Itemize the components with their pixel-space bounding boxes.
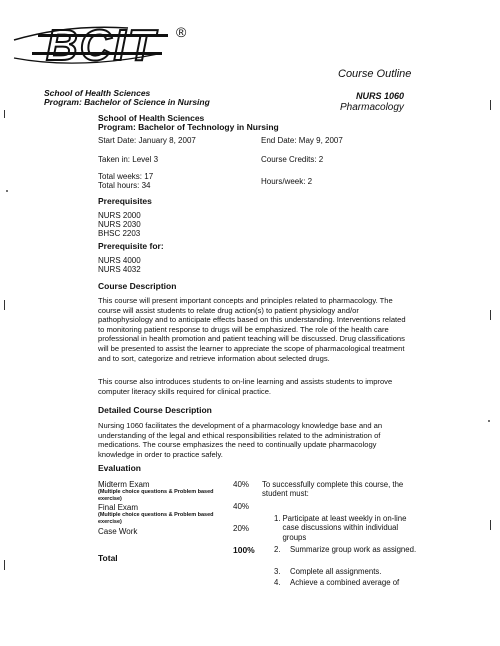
margin-mark (490, 310, 491, 320)
eval-label: Case Work (98, 527, 138, 536)
course-name: Pharmacology (340, 102, 404, 113)
eval-pct: 40% (233, 502, 250, 511)
eval-label: Final Exam (98, 503, 139, 512)
course-code: NURS 1060 (356, 91, 405, 101)
eval-note: (Multiple choice questions & Problem based exercise) (98, 512, 214, 525)
margin-mark (490, 520, 491, 530)
total-hours: Total hours: 34 (98, 181, 151, 190)
end-date: End Date: May 9, 2007 (261, 136, 343, 145)
scan-dot (6, 190, 8, 192)
requirement-number: 3. (274, 567, 281, 576)
eval-pct: 40% (233, 480, 250, 489)
program-header: Program: Bachelor of Science in Nursing (44, 97, 210, 107)
margin-mark (4, 560, 5, 570)
eval-total-label: Total (98, 553, 118, 563)
eval-label: Midterm Exam (98, 480, 150, 489)
start-date: Start Date: January 8, 2007 (98, 136, 196, 145)
prerequisite-item: NURS 2000 (98, 211, 141, 220)
requirements-intro: To successfully complete this course, the student must: (262, 480, 404, 499)
requirement-text: Achieve a combined average of (290, 578, 400, 587)
requirement-item (274, 545, 424, 554)
eval-pct: 20% (233, 524, 250, 533)
requirement-text: Participate at least weekly in on-line case discussions within individual groups (282, 514, 407, 542)
info-program: Program: Bachelor of Technology in Nursing (98, 122, 279, 132)
prerequisite-for-item: NURS 4032 (98, 265, 141, 274)
prerequisite-for-title: Prerequisite for: (98, 241, 164, 251)
prerequisite-item: BHSC 2203 (98, 229, 141, 238)
prerequisite-item: NURS 2030 (98, 220, 141, 229)
course-description-para: This course will present important concepts and principles related to pharmacology. The course will assist students to relate drug action(s) to patient physiology and/or pathophysiology and to anticipate effects based on this understanding. Interventions related to monitoring patient response to drugs will be emphasized. The role of the health care professional in health promotion and patient teaching will be discussed. Drug classifications will be presented to assist the learner to appreciate the scope of pharmacological treatment and to sort, categorize and retrieve information about selected drugs. (98, 296, 406, 363)
detailed-description-title: Detailed Course Description (98, 405, 212, 415)
course-description-para: This course also introduces students to on-line learning and assists students to improve computer literacy skills required for clinical practice. (98, 377, 393, 396)
prerequisite-for-item: NURS 4000 (98, 256, 141, 265)
requirement-text: Summarize group work as assigned. (290, 545, 417, 554)
requirement-number: 2. (274, 545, 281, 554)
logo-text: BCIT (46, 21, 157, 70)
requirement-item (274, 514, 424, 542)
margin-mark (490, 100, 491, 110)
school-header: School of Health Sciences (44, 88, 151, 98)
scan-dot (488, 420, 490, 422)
doc-type: Course Outline (338, 68, 412, 80)
bcit-logo (8, 18, 198, 74)
margin-mark (4, 300, 5, 310)
hours-week: Hours/week: 2 (261, 177, 313, 186)
evaluation-title: Evaluation (98, 463, 141, 473)
taken-in: Taken in: Level 3 (98, 155, 159, 164)
requirement-text: Complete all assignments. (290, 567, 382, 576)
total-weeks: Total weeks: 17 (98, 172, 154, 181)
detailed-description-para: Nursing 1060 facilitates the development of a pharmacology knowledge base and an understanding of the legal and ethical responsibilities related to the administration of medications. The course emphasizes the need to continually update pharmacology knowledge in order to practice safely. (98, 421, 383, 459)
requirement-item (274, 567, 424, 576)
margin-mark (4, 110, 5, 118)
info-school: School of Health Sciences (98, 113, 205, 123)
requirement-number: 1. (274, 514, 281, 523)
registered-mark: ® (176, 24, 187, 40)
eval-note: (Multiple choice questions & Problem based exercise) (98, 489, 214, 502)
requirement-number: 4. (274, 578, 281, 587)
prerequisites-title: Prerequisites (98, 196, 152, 206)
requirement-item (274, 578, 434, 587)
course-description-title: Course Description (98, 281, 177, 291)
course-credits: Course Credits: 2 (261, 155, 324, 164)
eval-total-pct: 100% (233, 545, 255, 555)
